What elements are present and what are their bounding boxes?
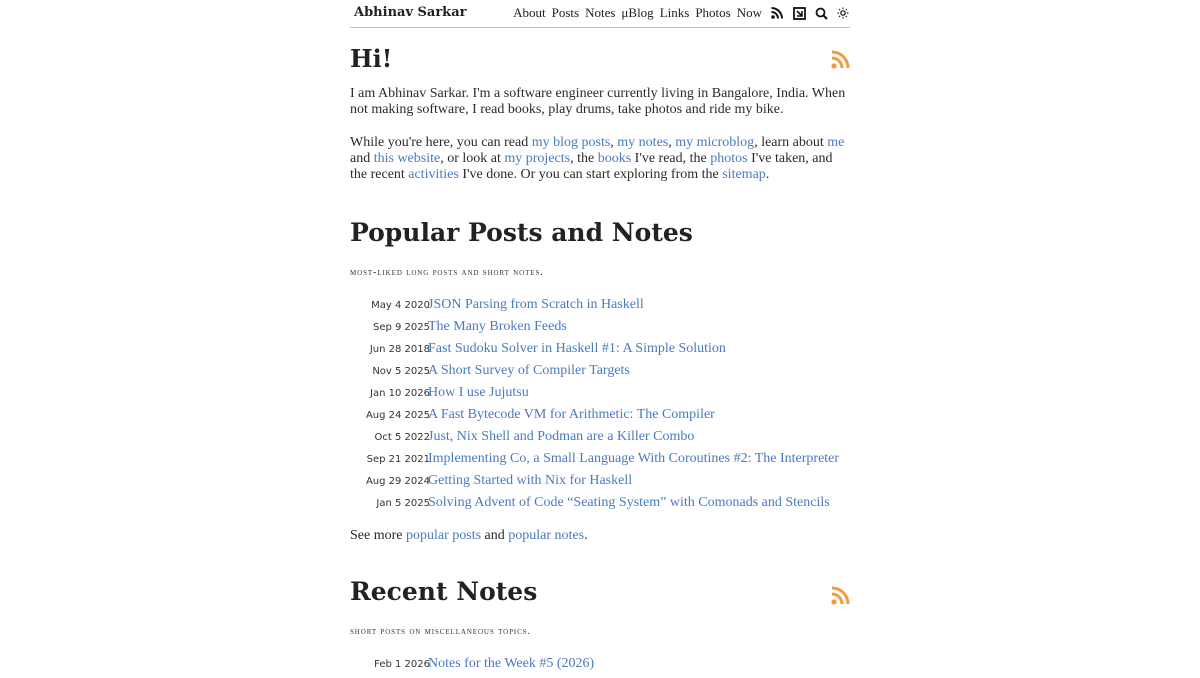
see-more-period: . (584, 528, 588, 543)
site-header (350, 0, 850, 28)
post-link[interactable]: Getting Started with Nix for Haskell (428, 473, 633, 488)
link-photos[interactable]: photos (710, 150, 748, 166)
link-popular-posts[interactable]: popular posts (405, 528, 482, 543)
intro-links-paragraph (350, 135, 850, 184)
post-date: Jun 28 2018 (369, 344, 430, 355)
nav-about[interactable]: About (513, 5, 546, 20)
list-item (350, 451, 870, 473)
page (350, 0, 850, 671)
post-date: Sep 21 2021 (366, 454, 430, 465)
nav-posts[interactable]: Posts (551, 5, 580, 20)
post-date: Aug 24 2025 (365, 410, 430, 421)
intro-text: , (610, 134, 618, 150)
intro-text: I've taken, and the recent (350, 150, 833, 183)
post-date: Oct 5 2022 (374, 432, 430, 443)
feed-icon[interactable] (831, 50, 850, 69)
link-blog-posts[interactable]: my blog posts (531, 134, 611, 150)
post-link[interactable]: The Many Broken Feeds (428, 319, 567, 334)
recent-notes-heading: Recent Notes (350, 577, 538, 606)
nav-links[interactable]: Links (659, 5, 690, 20)
post-date: Aug 29 2024 (365, 476, 430, 487)
post-link[interactable]: Solving Advent of Code “Seating System” with Comonads and Stencils (428, 495, 830, 510)
list-item (350, 407, 870, 429)
list-item (350, 495, 870, 517)
list-item (350, 473, 870, 495)
list-item (350, 297, 870, 319)
post-date: May 4 2020 (371, 300, 430, 311)
intro-text: . (765, 167, 770, 183)
post-link[interactable]: Fast Sudoku Solver in Haskell #1: A Simple Solution (428, 341, 726, 356)
intro-text: , or look at (440, 150, 505, 166)
post-date: Sep 9 2025 (372, 322, 430, 333)
link-sitemap[interactable]: sitemap (722, 167, 766, 183)
post-link[interactable]: A Short Survey of Compiler Targets (428, 363, 630, 378)
notes-feed-icon[interactable] (831, 586, 850, 605)
post-date: Nov 5 2025 (372, 366, 430, 377)
intro (350, 86, 850, 183)
see-more-label: See more (350, 528, 406, 543)
intro-text: I've read, the (631, 150, 711, 166)
post-date: Jan 10 2026 (370, 388, 430, 399)
recent-notes-subtitle: short posts on miscellaneous topics. (350, 626, 531, 637)
link-notes[interactable]: my notes (617, 134, 669, 150)
post-link[interactable]: Notes for the Week #5 (2026) (428, 656, 595, 671)
list-item (350, 363, 870, 385)
post-link[interactable]: Just, Nix Shell and Podman are a Killer Combo (428, 429, 695, 444)
list-item (350, 429, 870, 451)
nav-photos[interactable]: Photos (695, 5, 731, 20)
post-link[interactable]: JSON Parsing from Scratch in Haskell (428, 297, 644, 312)
rss-icon[interactable] (770, 6, 784, 20)
theme-toggle-icon[interactable] (836, 6, 850, 20)
popular-list (350, 297, 870, 517)
post-link[interactable]: A Fast Bytecode VM for Arithmetic: The Compiler (428, 407, 715, 422)
site-name-link[interactable]: Abhinav Sarkar (354, 5, 467, 20)
nav-now[interactable]: Now (736, 5, 762, 20)
see-more-and: and (481, 528, 509, 543)
intro-text: , learn about (754, 134, 828, 150)
see-more-text (350, 528, 588, 544)
main-nav (507, 4, 850, 22)
list-item (350, 341, 870, 363)
post-date: Feb 1 2026 (374, 659, 430, 670)
post-date: Jan 5 2025 (376, 498, 430, 509)
link-me[interactable]: me (827, 134, 845, 150)
page-title: Hi! (350, 44, 393, 73)
list-item (350, 319, 870, 341)
popular-subtitle: most-liked long posts and short notes. (350, 267, 544, 278)
intro-text: and (350, 150, 374, 166)
search-icon[interactable] (814, 6, 828, 20)
nav-microblog[interactable]: μBlog (621, 5, 654, 20)
link-popular-notes[interactable]: popular notes (508, 528, 585, 543)
intro-paragraph: I am Abhinav Sarkar. I'm a software engineer currently living in Bangalore, India. When not making software, I read books, play drums, take photos and ride my bike. (350, 86, 846, 118)
nav-notes[interactable]: Notes (585, 5, 616, 20)
intro-text: , (668, 134, 676, 150)
intro-text: While you're here, you can read (350, 134, 532, 150)
link-books[interactable]: books (597, 150, 632, 166)
link-activities[interactable]: activities (408, 167, 459, 183)
list-item (350, 385, 870, 407)
intro-text: I've done. Or you can start exploring from the (458, 167, 723, 183)
post-link[interactable]: Implementing Co, a Small Language With Coroutines #2: The Interpreter (428, 451, 840, 466)
link-projects[interactable]: my projects (504, 150, 571, 166)
post-link[interactable]: How I use Jujutsu (428, 385, 529, 400)
popular-heading: Popular Posts and Notes (350, 218, 693, 247)
random-page-icon[interactable] (792, 6, 806, 20)
link-microblog[interactable]: my microblog (675, 134, 755, 150)
link-this-website[interactable]: this website (373, 150, 441, 166)
intro-text: , the (570, 150, 598, 166)
